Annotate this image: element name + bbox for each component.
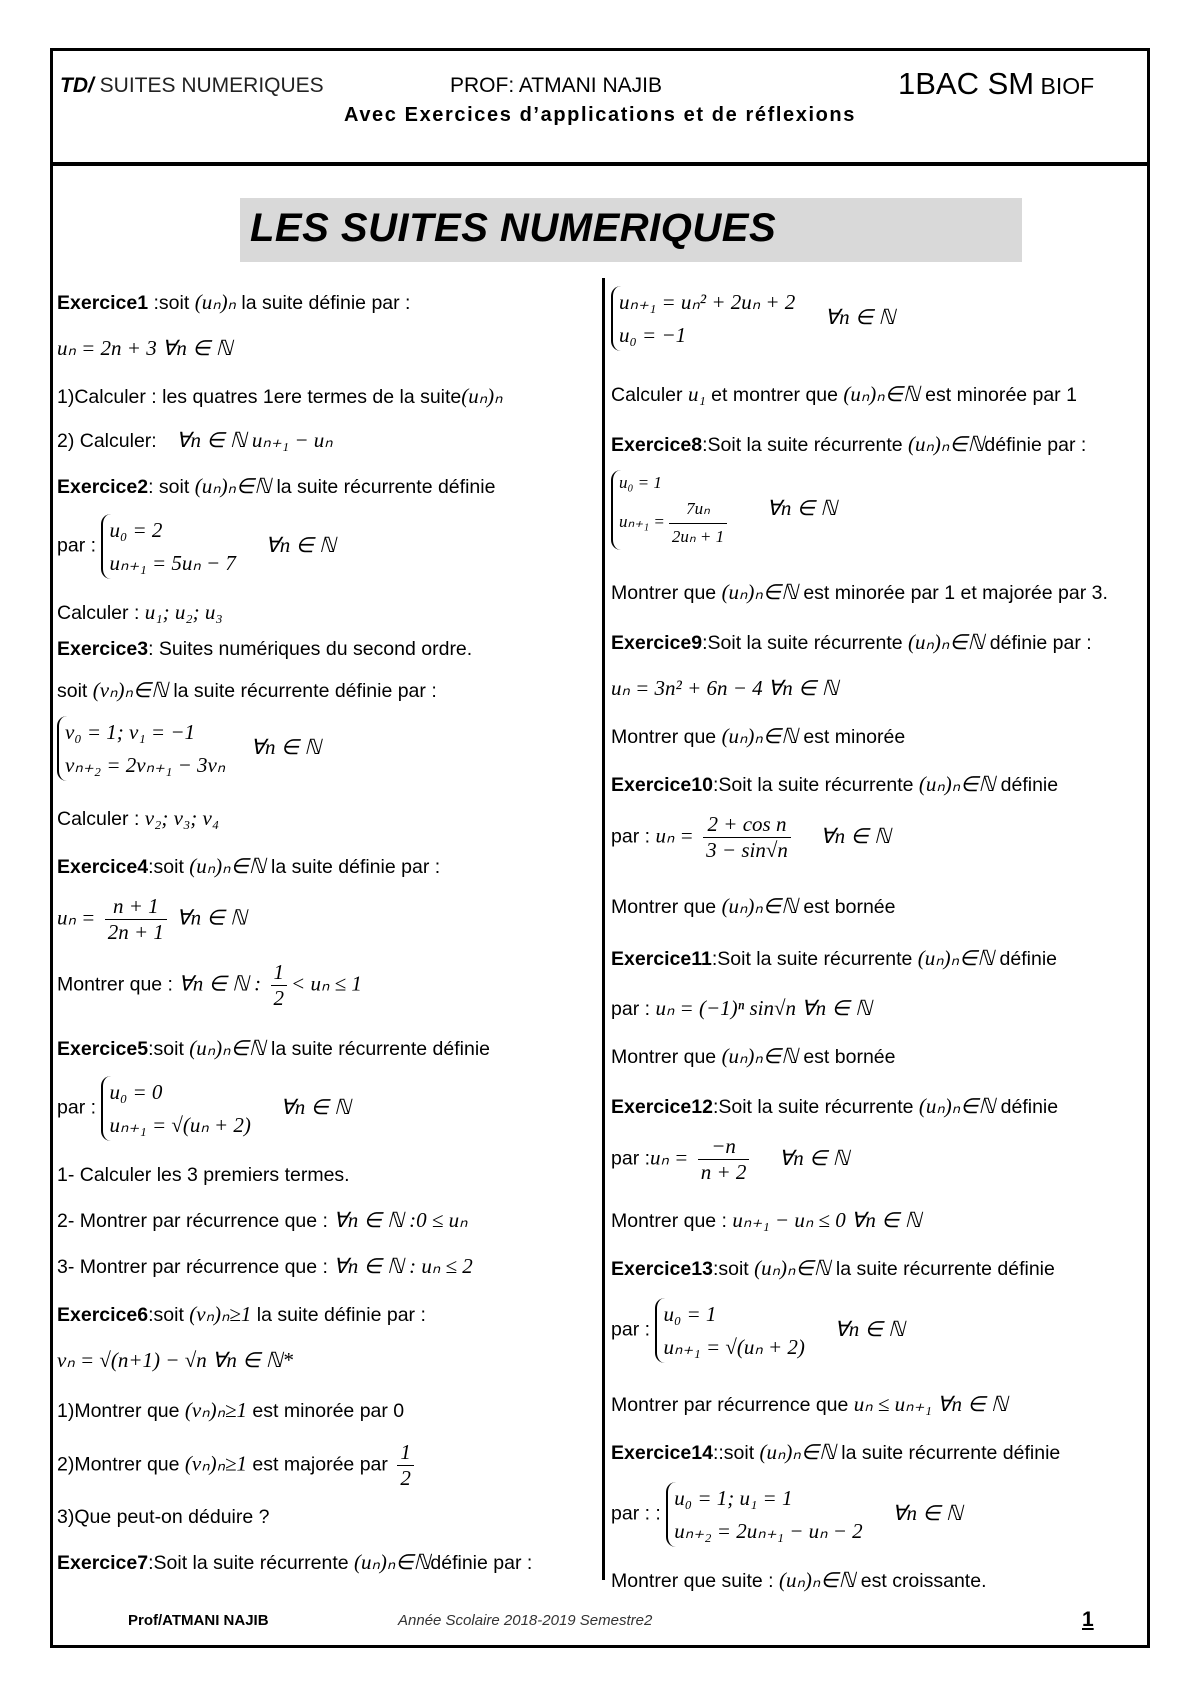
ex8-forall: ∀n ∈ ℕ <box>766 496 838 521</box>
ex12-den: n + 2 <box>700 1160 747 1184</box>
ex5-label: Exercice5 <box>57 1038 149 1060</box>
ex2-calc <box>57 600 223 625</box>
ex10-forall: ∀n ∈ ℕ <box>820 823 891 848</box>
ex6-half-num: 1 <box>397 1440 414 1466</box>
ex14-text: ::soit <box>712 1442 760 1464</box>
ex1-q2-math: ∀n ∈ ℕ uₙ₊₁ − uₙ <box>176 428 333 452</box>
ex7-line1: uₙ₊₁ = uₙ² + 2uₙ + 2 <box>619 290 796 314</box>
ex10-q-text: Montrer que <box>611 896 722 918</box>
ex12-forall: ∀n ∈ ℕ <box>778 1145 850 1170</box>
ex1-label: Exercice1 <box>57 292 149 314</box>
ex5-q3-text: 3- Montrer par récurrence que : <box>57 1256 334 1278</box>
ex1-heading <box>57 290 410 315</box>
ex12-formula <box>611 1134 849 1185</box>
header-level-main: 1BAC SM <box>898 66 1035 101</box>
ex7-q-tail: est minorée par 1 <box>919 384 1077 406</box>
ex14-q-seq: (uₙ)ₙ∈ℕ <box>779 1568 856 1592</box>
ex3-system <box>57 716 321 781</box>
ex1-seq: (uₙ)ₙ <box>194 290 236 314</box>
ex11-par: par : <box>611 998 656 1020</box>
ex4-show <box>57 960 362 1011</box>
ex13-system <box>611 1298 905 1363</box>
ex9-q-seq: (uₙ)ₙ∈ℕ <box>721 724 798 748</box>
ex4-half-den: 2 <box>273 986 285 1010</box>
ex14-q-tail: est croissante. <box>855 1570 987 1592</box>
ex12-q-text: Montrer que : <box>611 1210 733 1232</box>
ex13-label: Exercice13 <box>611 1258 713 1280</box>
header-level-suffix: BIOF <box>1034 73 1095 99</box>
ex13-brace <box>655 1298 804 1363</box>
ex4-den: 2n + 1 <box>107 920 164 944</box>
ex5-text: :soit <box>148 1038 190 1060</box>
ex5-forall: ∀n ∈ ℕ <box>280 1094 351 1119</box>
ex9-heading <box>611 630 1092 655</box>
ex7-q-mid: et montrer que <box>705 384 844 406</box>
ex8-q-seq: (uₙ)ₙ∈ℕ <box>721 580 798 604</box>
ex3-calc-math: v₂; v₃; v₄ <box>144 806 220 830</box>
footer-year: Année Scolaire 2018-2019 Semestre2 <box>398 1612 653 1629</box>
ex6-q1-tail: est minorée par 0 <box>246 1400 405 1422</box>
ex8-q-text: Montrer que <box>611 582 722 604</box>
footer-author: Prof/ATMANI NAJIB <box>128 1612 269 1629</box>
ex12-fraction <box>698 1134 750 1185</box>
ex11-q-text: Montrer que <box>611 1046 722 1068</box>
ex2-tail: la suite récurrente définie <box>271 476 496 498</box>
ex11-q-tail: est bornée <box>797 1046 896 1068</box>
ex6-q3: 3)Que peut-on déduire ? <box>57 1506 270 1528</box>
ex11-label: Exercice11 <box>611 948 712 970</box>
ex8-tail: définie par : <box>984 434 1087 456</box>
header-td: TD/ <box>60 74 94 97</box>
header-subtitle: Avec Exercices d’applications et de réflexions <box>344 104 856 126</box>
ex13-question <box>611 1392 1008 1417</box>
ex4-formula <box>57 894 247 945</box>
ex2-heading <box>57 474 495 499</box>
ex12-question <box>611 1208 921 1233</box>
ex10-formula <box>611 812 891 863</box>
ex6-half-den: 2 <box>400 1466 411 1490</box>
ex8-line1: u₀ = 1 <box>619 473 662 492</box>
ex10-fraction <box>703 812 791 863</box>
ex6-q2-tail: est majorée par <box>246 1453 394 1476</box>
ex13-q-text: Montrer par récurrence que <box>611 1394 854 1416</box>
header-subject: SUITES NUMERIQUES <box>93 74 324 97</box>
ex7-seq: (uₙ)ₙ∈ℕ <box>354 1550 431 1574</box>
ex3-soit: soit <box>57 680 93 702</box>
ex4-num: n + 1 <box>105 894 167 920</box>
ex1-q2 <box>57 428 333 453</box>
ex13-seq: (uₙ)ₙ∈ℕ <box>754 1256 831 1280</box>
ex10-tail: définie <box>995 774 1059 796</box>
ex2-calc-text: Calculer : <box>57 602 145 624</box>
ex7-tail: définie par : <box>430 1552 533 1574</box>
ex6-formula: vₙ = √(n+1) − √n ∀n ∈ ℕ* <box>57 1348 293 1372</box>
ex10-text: :Soit la suite récurrente <box>712 774 919 796</box>
ex7-q-u1: u₁ <box>687 382 706 406</box>
ex4-show-text: Montrer que : <box>57 973 179 996</box>
ex5-tail: la suite récurrente définie <box>265 1038 490 1060</box>
header-level <box>898 66 1094 102</box>
ex4-label: Exercice4 <box>57 856 149 878</box>
ex8-brace <box>611 470 731 550</box>
ex5-q2-text: 2- Montrer par récurrence que : <box>57 1210 334 1232</box>
ex4-forall: ∀n ∈ ℕ <box>176 905 247 930</box>
ex14-line2: uₙ₊₂ = 2uₙ₊₁ − uₙ − 2 <box>674 1518 863 1543</box>
ex6-heading <box>57 1302 426 1327</box>
ex1-q1-seq: (uₙ)ₙ <box>461 384 503 408</box>
page-title: LES SUITES NUMERIQUES <box>250 206 777 250</box>
ex8-question <box>611 580 1108 605</box>
ex11-formula-math: uₙ = (−1)ⁿ sin√n ∀n ∈ ℕ <box>655 996 872 1020</box>
ex6-seq: (vₙ)ₙ≥1 <box>189 1302 252 1326</box>
ex13-par: par : <box>611 1318 656 1341</box>
ex3-label: Exercice3 <box>57 638 149 660</box>
ex5-line2: uₙ₊₁ = √(uₙ + 2) <box>109 1112 251 1137</box>
ex2-system <box>57 514 336 579</box>
ex7-brace <box>611 286 795 351</box>
ex12-seq: (uₙ)ₙ∈ℕ <box>918 1094 996 1118</box>
ex12-label: Exercice12 <box>611 1096 713 1118</box>
ex8-fraction <box>669 496 727 550</box>
ex14-system <box>611 1482 963 1547</box>
ex6-q1-seq: (vₙ)ₙ≥1 <box>184 1398 247 1422</box>
ex12-par: par : <box>611 1147 651 1170</box>
ex11-formula <box>611 996 872 1021</box>
ex11-heading <box>611 946 1057 971</box>
ex2-label: Exercice2 <box>57 476 149 498</box>
ex8-system <box>611 470 837 550</box>
ex3-def <box>57 678 437 703</box>
ex8-line2-lhs: uₙ₊₁ = <box>619 512 665 532</box>
column-divider <box>602 278 605 1580</box>
ex11-tail: définie <box>994 948 1058 970</box>
ex3-line2: vₙ₊₂ = 2vₙ₊₁ − 3vₙ <box>65 752 226 777</box>
ex5-q2 <box>57 1208 468 1233</box>
ex1-q1-text: 1)Calculer : les quatres 1ere termes de la suite <box>57 386 462 408</box>
ex2-seq: (uₙ)ₙ∈ℕ <box>194 474 272 498</box>
ex3-tail: la suite récurrente définie par : <box>167 680 437 702</box>
ex1-tail: la suite définie par : <box>235 292 411 314</box>
ex4-half-num: 1 <box>271 960 288 986</box>
ex3-text: : Suites numériques du second ordre. <box>148 638 473 660</box>
ex10-q-tail: est bornée <box>797 896 896 918</box>
ex13-q-math: uₙ ≤ uₙ₊₁ ∀n ∈ ℕ <box>853 1392 1008 1416</box>
ex9-seq: (uₙ)ₙ∈ℕ <box>908 630 985 654</box>
ex8-q-tail: est minorée par 1 et majorée par 3. <box>797 582 1108 604</box>
ex10-lhs: uₙ = <box>655 823 694 848</box>
document-header <box>50 48 1150 166</box>
ex6-q2-text: 2)Montrer que <box>57 1453 185 1476</box>
ex10-label: Exercice10 <box>611 774 713 796</box>
ex2-calc-math: u₁; u₂; u₃ <box>144 600 223 624</box>
page-number: 1 <box>1082 1608 1094 1631</box>
ex10-den: 3 − sin√n <box>706 838 788 862</box>
ex13-line2: uₙ₊₁ = √(uₙ + 2) <box>663 1334 805 1359</box>
ex5-q2-math: ∀n ∈ ℕ :0 ≤ uₙ <box>333 1208 468 1232</box>
ex14-question <box>611 1568 986 1593</box>
ex3-brace <box>57 716 225 781</box>
ex14-heading <box>611 1440 1060 1465</box>
ex7-q-text: Calculer <box>611 384 688 406</box>
ex7-system <box>611 286 895 351</box>
ex6-q2 <box>57 1440 418 1491</box>
ex7-text: :Soit la suite récurrente <box>148 1552 355 1574</box>
ex14-line1: u₀ = 1; u₁ = 1 <box>674 1486 793 1510</box>
ex10-par: par : <box>611 825 656 848</box>
ex4-fraction <box>105 894 167 945</box>
ex6-q1 <box>57 1398 404 1423</box>
ex5-q3 <box>57 1254 473 1279</box>
ex2-brace <box>101 514 235 579</box>
ex1-text: :soit <box>148 292 195 314</box>
ex8-seq: (uₙ)ₙ∈ℕ <box>908 432 985 456</box>
ex4-ineq: < uₙ ≤ 1 <box>291 971 362 996</box>
ex4-half <box>271 960 288 1011</box>
ex14-par: par : : <box>611 1502 667 1525</box>
ex5-system <box>57 1076 351 1141</box>
ex12-q-math: uₙ₊₁ − uₙ ≤ 0 ∀n ∈ ℕ <box>732 1208 922 1232</box>
ex1-q2-text: 2) Calculer: <box>57 430 157 452</box>
ex4-tail: la suite définie par : <box>265 856 441 878</box>
ex11-question <box>611 1044 895 1069</box>
ex10-seq: (uₙ)ₙ∈ℕ <box>918 772 996 796</box>
ex2-line1: u₀ = 2 <box>109 518 163 542</box>
ex13-text: :soit <box>712 1258 755 1280</box>
header-prof: PROF: ATMANI NAJIB <box>450 74 662 97</box>
ex9-tail: définie par : <box>984 632 1092 654</box>
ex12-num: −n <box>698 1134 750 1160</box>
ex9-q-text: Montrer que <box>611 726 722 748</box>
ex12-text: :Soit la suite récurrente <box>712 1096 919 1118</box>
ex5-heading <box>57 1036 490 1061</box>
ex7-heading <box>57 1550 532 1575</box>
ex3-calc <box>57 806 219 831</box>
ex5-line1: u₀ = 0 <box>109 1080 163 1104</box>
ex6-q1-text: 1)Montrer que <box>57 1400 185 1422</box>
ex8-den: 2uₙ + 1 <box>671 526 725 546</box>
ex14-tail: la suite récurrente définie <box>835 1442 1061 1464</box>
ex4-lhs: uₙ = <box>57 905 96 930</box>
ex1-q1 <box>57 384 503 409</box>
ex6-tail: la suite définie par : <box>251 1304 426 1326</box>
ex13-tail: la suite récurrente définie <box>830 1258 1055 1280</box>
ex5-q1: 1- Calculer les 3 premiers termes. <box>57 1164 350 1186</box>
ex13-line1: u₀ = 1 <box>663 1302 717 1326</box>
ex6-text: :soit <box>148 1304 190 1326</box>
ex14-forall: ∀n ∈ ℕ <box>892 1500 963 1525</box>
ex5-brace <box>101 1076 250 1141</box>
ex1-formula: uₙ = 2n + 3 ∀n ∈ ℕ <box>57 336 233 360</box>
ex9-q-tail: est minorée <box>797 726 906 748</box>
ex14-label: Exercice14 <box>611 1442 713 1464</box>
ex5-q3-math: ∀n ∈ ℕ : uₙ ≤ 2 <box>333 1254 473 1278</box>
ex10-num: 2 + cos n <box>703 812 791 838</box>
ex3-calc-text: Calculer : <box>57 808 145 830</box>
ex3-forall: ∀n ∈ ℕ <box>250 734 322 759</box>
ex11-text: :Soit la suite récurrente <box>711 948 918 970</box>
ex7-forall: ∀n ∈ ℕ <box>824 304 896 329</box>
ex4-seq: (uₙ)ₙ∈ℕ <box>189 854 266 878</box>
ex5-seq: (uₙ)ₙ∈ℕ <box>189 1036 266 1060</box>
ex4-show-math: ∀n ∈ ℕ : <box>178 971 262 996</box>
ex9-label: Exercice9 <box>611 632 703 654</box>
ex12-lhs: uₙ = <box>650 1145 689 1170</box>
ex3-seq: (vₙ)ₙ∈ℕ <box>92 678 168 702</box>
ex7-label: Exercice7 <box>57 1552 149 1574</box>
ex6-q2-seq: (vₙ)ₙ≥1 <box>184 1451 247 1476</box>
ex7-line2: u₀ = −1 <box>619 322 687 347</box>
ex4-text: :soit <box>148 856 190 878</box>
ex2-forall: ∀n ∈ ℕ <box>265 532 336 557</box>
ex10-question <box>611 894 895 919</box>
ex9-text: :Soit la suite récurrente <box>702 632 909 654</box>
ex14-seq: (uₙ)ₙ∈ℕ <box>759 1440 836 1464</box>
header-course <box>60 74 324 98</box>
title-band <box>240 198 1022 262</box>
ex9-formula: uₙ = 3n² + 6n − 4 ∀n ∈ ℕ <box>611 676 839 700</box>
ex8-num: 7uₙ <box>669 496 727 523</box>
ex8-text: :Soit la suite récurrente <box>702 434 909 456</box>
ex2-text: : soit <box>148 476 195 498</box>
ex8-heading <box>611 432 1086 457</box>
ex10-heading <box>611 772 1058 797</box>
ex5-par: par : <box>57 1096 102 1119</box>
ex3-heading <box>57 638 472 661</box>
ex9-question <box>611 724 905 749</box>
ex3-line1: v₀ = 1; v₁ = −1 <box>65 720 195 744</box>
ex2-par: par : <box>57 534 102 557</box>
ex7-q-seq: (uₙ)ₙ∈ℕ <box>843 382 920 406</box>
ex13-forall: ∀n ∈ ℕ <box>834 1316 905 1341</box>
ex13-heading <box>611 1256 1055 1281</box>
ex11-seq: (uₙ)ₙ∈ℕ <box>917 946 995 970</box>
ex10-q-seq: (uₙ)ₙ∈ℕ <box>721 894 798 918</box>
ex2-line2: uₙ₊₁ = 5uₙ − 7 <box>109 550 236 575</box>
ex14-q-text: Montrer que suite : <box>611 1570 779 1592</box>
ex4-heading <box>57 854 440 879</box>
ex6-label: Exercice6 <box>57 1304 149 1326</box>
ex6-half <box>397 1440 414 1491</box>
ex14-brace <box>666 1482 862 1547</box>
ex11-q-seq: (uₙ)ₙ∈ℕ <box>721 1044 798 1068</box>
ex12-tail: définie <box>995 1096 1059 1118</box>
ex7-question <box>611 382 1077 407</box>
ex12-heading <box>611 1094 1058 1119</box>
ex8-label: Exercice8 <box>611 434 703 456</box>
